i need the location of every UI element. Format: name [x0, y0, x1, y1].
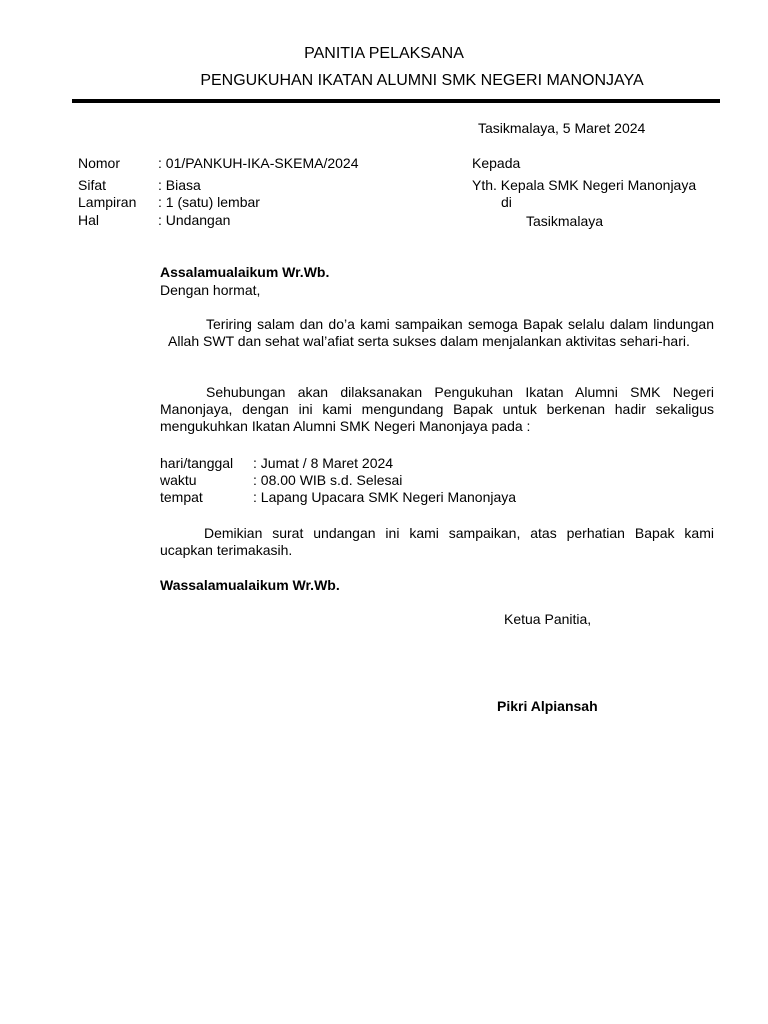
recipient-name: Yth. Kepala SMK Negeri Manonjaya [472, 177, 697, 193]
meta-value: : Biasa [158, 177, 201, 193]
signature-name: Pikri Alpiansah [497, 698, 598, 714]
signature-role: Ketua Panitia, [504, 611, 592, 627]
paragraph-2: Sehubungan akan dilaksanakan Pengukuhan Ikatan Alumni SMK Negeri Manonjaya, dengan ini kami mengundang Bapak untuk berkenan hadir sekaligus mengukuhkan Ikatan Alumni SMK Negeri Manonjaya pada : [160, 384, 714, 434]
place-date: Tasikmalaya, 5 Maret 2024 [478, 120, 646, 136]
event-value: : 08.00 WIB s.d. Selesai [253, 472, 403, 488]
meta-label: Lampiran [78, 194, 137, 210]
recipient-di: di [501, 194, 512, 210]
meta-row-lampiran [78, 194, 260, 211]
meta-value: : 1 (satu) lembar [158, 194, 260, 210]
meta-label: Sifat [78, 177, 107, 193]
header-committee: PANITIA PELAKSANA [304, 45, 464, 62]
meta-row-hal [78, 212, 230, 229]
closing-salam: Wassalamualaikum Wr.Wb. [160, 577, 340, 593]
event-label: waktu [160, 472, 197, 488]
header-event-title: PENGUKUHAN IKATAN ALUMNI SMK NEGERI MANONJAYA [200, 72, 644, 89]
meta-label: Hal [78, 212, 100, 228]
meta-row-sifat [78, 177, 201, 194]
greeting: Assalamualaikum Wr.Wb. [160, 264, 330, 280]
meta-label: Nomor [78, 155, 121, 171]
meta-row-nomor [78, 155, 358, 172]
recipient-kepada: Kepada [472, 155, 521, 171]
event-row-date [160, 455, 393, 472]
header-divider [72, 99, 720, 103]
event-value: : Lapang Upacara SMK Negeri Manonjaya [253, 489, 517, 505]
paragraph-1: Teriring salam dan do’a kami sampaikan semoga Bapak selalu dalam lindungan Allah SWT dan sehat wal’afiat serta sukses dalam menjalankan aktivitas sehari-hari. [168, 316, 714, 349]
event-value: : Jumat / 8 Maret 2024 [253, 455, 394, 471]
meta-value: : Undangan [158, 212, 231, 228]
event-row-place [160, 489, 516, 506]
closing-paragraph: Demikian surat undangan ini kami sampaikan, atas perhatian Bapak kami ucapkan terimakasih. [160, 525, 714, 558]
recipient-city: Tasikmalaya [526, 213, 604, 229]
event-label: hari/tanggal [160, 455, 234, 471]
meta-value: : 01/PANKUH-IKA-SKEMA/2024 [158, 155, 359, 171]
event-row-time [160, 472, 402, 489]
event-label: tempat [160, 489, 203, 505]
opening: Dengan hormat, [160, 282, 261, 298]
